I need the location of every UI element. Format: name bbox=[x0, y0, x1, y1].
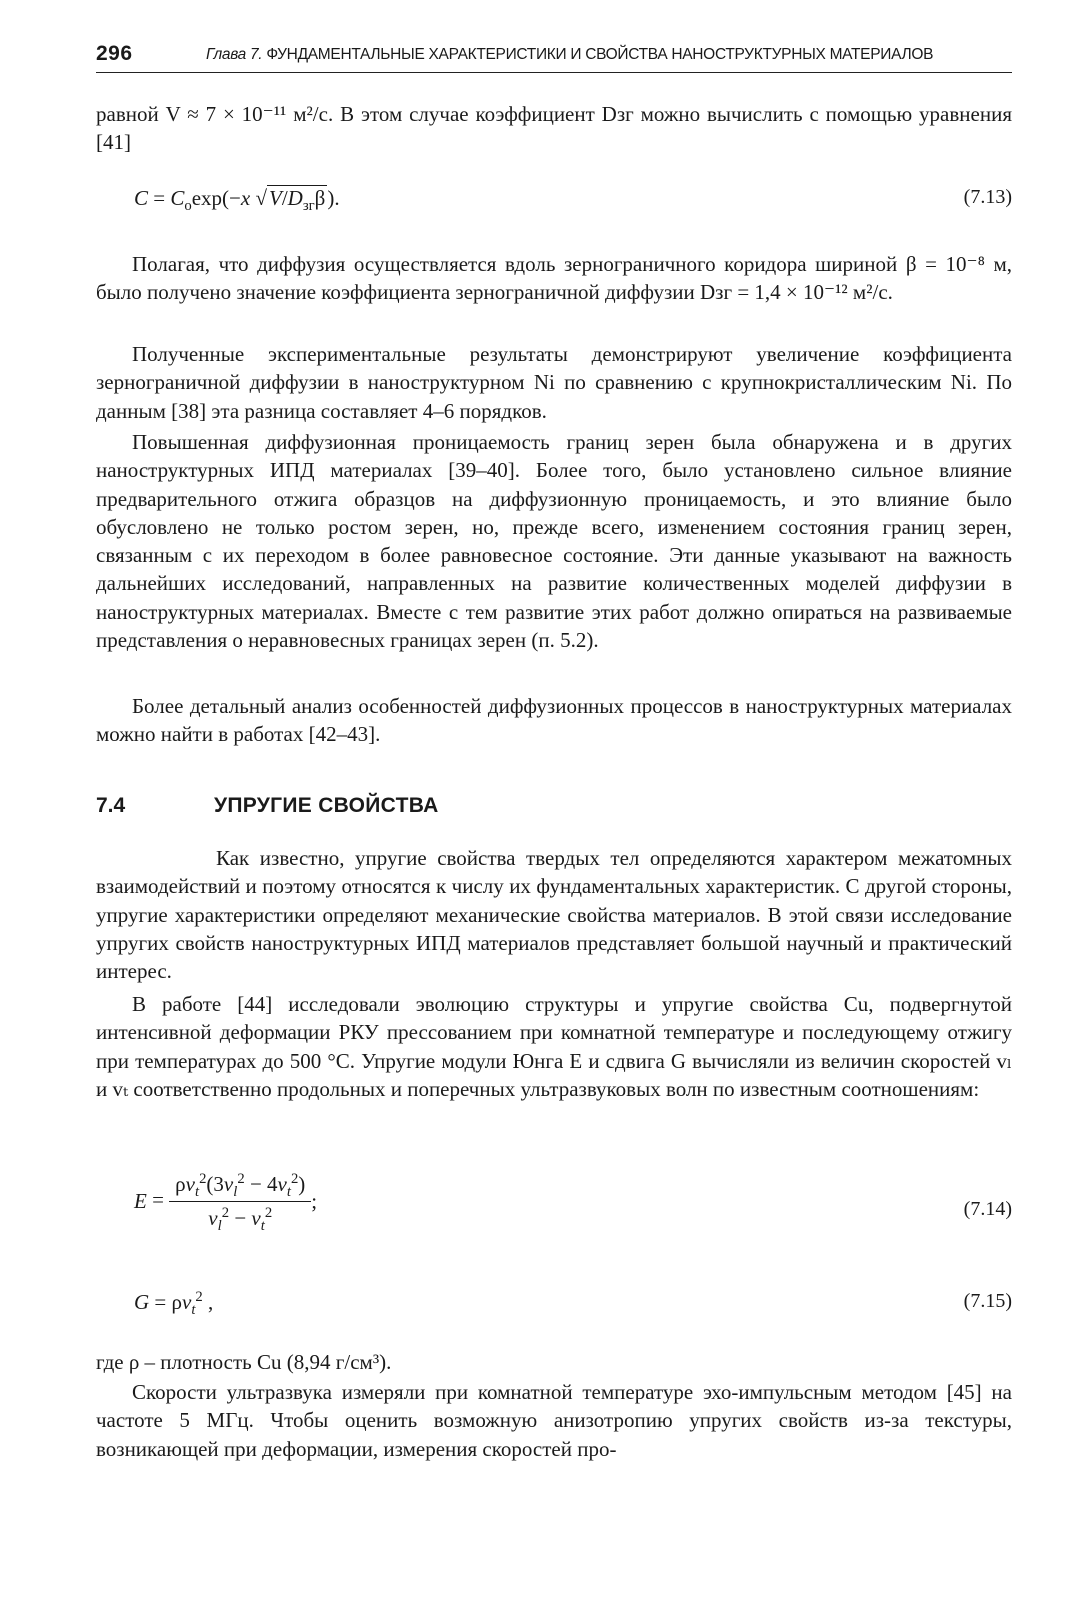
equation-7-13 bbox=[96, 186, 1012, 226]
paragraph-7: В работе [44] исследовали эволюцию структуры и упругие свойства Cu, подвергнутой интенсивной деформации РКУ прессованием при комнатной температуре и последующему отжигу при температурах до 500 °С. Упругие модули Юнга E и сдвига G вычисляли из величин скоростей vₗ и vₜ соответственно продольных и поперечных ультразвуковых волн по известным соотношениям: bbox=[96, 992, 1012, 1101]
section-title: УПРУГИЕ СВОЙСТВА bbox=[214, 794, 439, 817]
paragraph-1: равной V ≈ 7 × 10⁻¹¹ м²/с. В этом случае коэффициент Dзг можно вычислить с помощью уравнения [41] bbox=[96, 102, 1012, 155]
paragraph-3: Полученные экспериментальные результаты демонстрируют увеличение коэффициента зернограничной диффузии в наноструктурном Ni по сравнению с крупнокристаллическим Ni. По данным [38] эта разница составляет 4–6 порядков. bbox=[96, 342, 1012, 423]
equation-7-15-formula: $G = \rho v_t^2$ , bbox=[134, 1289, 214, 1319]
equation-7-14 bbox=[96, 1172, 1012, 1252]
paragraph-4: Повышенная диффузионная проницаемость границ зерен была обнаружена и в других наноструктурных ИПД материалах [39–40]. Более того, было установлено сильное влияние предварительного отжига образцов на диффузионную проницаемость, и это влияние было обусловлено не только ростом зерен, но, прежде всего, изменением состояния границ зерен, связанным с их переходом в более равновесное состояние. Эти данные указывают на важность дальнейших исследований, направленных на развитие количественных моделей диффузии в наноструктурных материалах. Вместе с тем развитие этих работ должно опираться на развиваемые представления о неравновесных границах зерен (п. 5.2). bbox=[96, 430, 1012, 653]
equation-7-13-formula: $C = C_o\exp(-x$ $√V/D_{зг}\beta$). bbox=[134, 186, 340, 215]
paragraph-9: Скорости ультразвука измеряли при комнатной температуре эхо-импульсным методом [45] на частоте 5 МГц. Чтобы оценить возможную анизотропию упругих свойств из-за текстуры, возникающей при деформации, измерения скоростей про- bbox=[96, 1380, 1012, 1461]
equation-7-15 bbox=[96, 1290, 1012, 1330]
running-head bbox=[96, 42, 1012, 73]
chapter-label: Глава 7. bbox=[206, 46, 263, 63]
paragraph-5: Более детальный анализ особенностей диффузионных процессов в наноструктурных материалах можно найти в работах [42–43]. bbox=[96, 694, 1012, 747]
equation-number-7-15: (7.15) bbox=[963, 1290, 1012, 1312]
chapter-title: ФУНДАМЕНТАЛЬНЫЕ ХАРАКТЕРИСТИКИ И СВОЙСТВА НАНОСТРУКТУРНЫХ МАТЕРИАЛОВ bbox=[266, 46, 934, 63]
equation-number-7-14: (7.14) bbox=[963, 1198, 1012, 1220]
chapter-header bbox=[206, 46, 1012, 64]
fraction: $\frac{\rho v_t^2(3v_l^2 - 4v_t^2)}{v_l^2 - v_t^2}$ bbox=[169, 1172, 311, 1231]
paragraph-2: Полагая, что диффузия осуществляется вдоль зернограничного коридора шириной β = 10⁻⁸ м, было получено значение коэффициента зернограничной диффузии Dзг = 1,4 × 10⁻¹² м²/с. bbox=[96, 252, 1012, 305]
equation-number-7-13: (7.13) bbox=[963, 186, 1012, 208]
paragraph-6: Как известно, упругие свойства твердых тел определяются характером межатомных взаимодействий и поэтому относятся к числу их фундаментальных характеристик. С другой стороны, упругие характеристики определяют механические свойства материалов. В этой связи исследование упругих свойств наноструктурных ИПД материалов представляет большой научный и практический интерес. bbox=[96, 846, 1012, 984]
section-number: 7.4 bbox=[96, 794, 126, 817]
paragraph-8: где ρ – плотность Cu (8,94 г/см³). bbox=[96, 1350, 392, 1374]
equation-7-14-formula: E = $\frac{\rho v_t^2(3v_l^2 - 4v_t^2)}{v_l^2 - v_t^2}$ ; bbox=[134, 1171, 318, 1235]
section-heading bbox=[96, 794, 1012, 828]
page-number: 296 bbox=[96, 42, 133, 65]
